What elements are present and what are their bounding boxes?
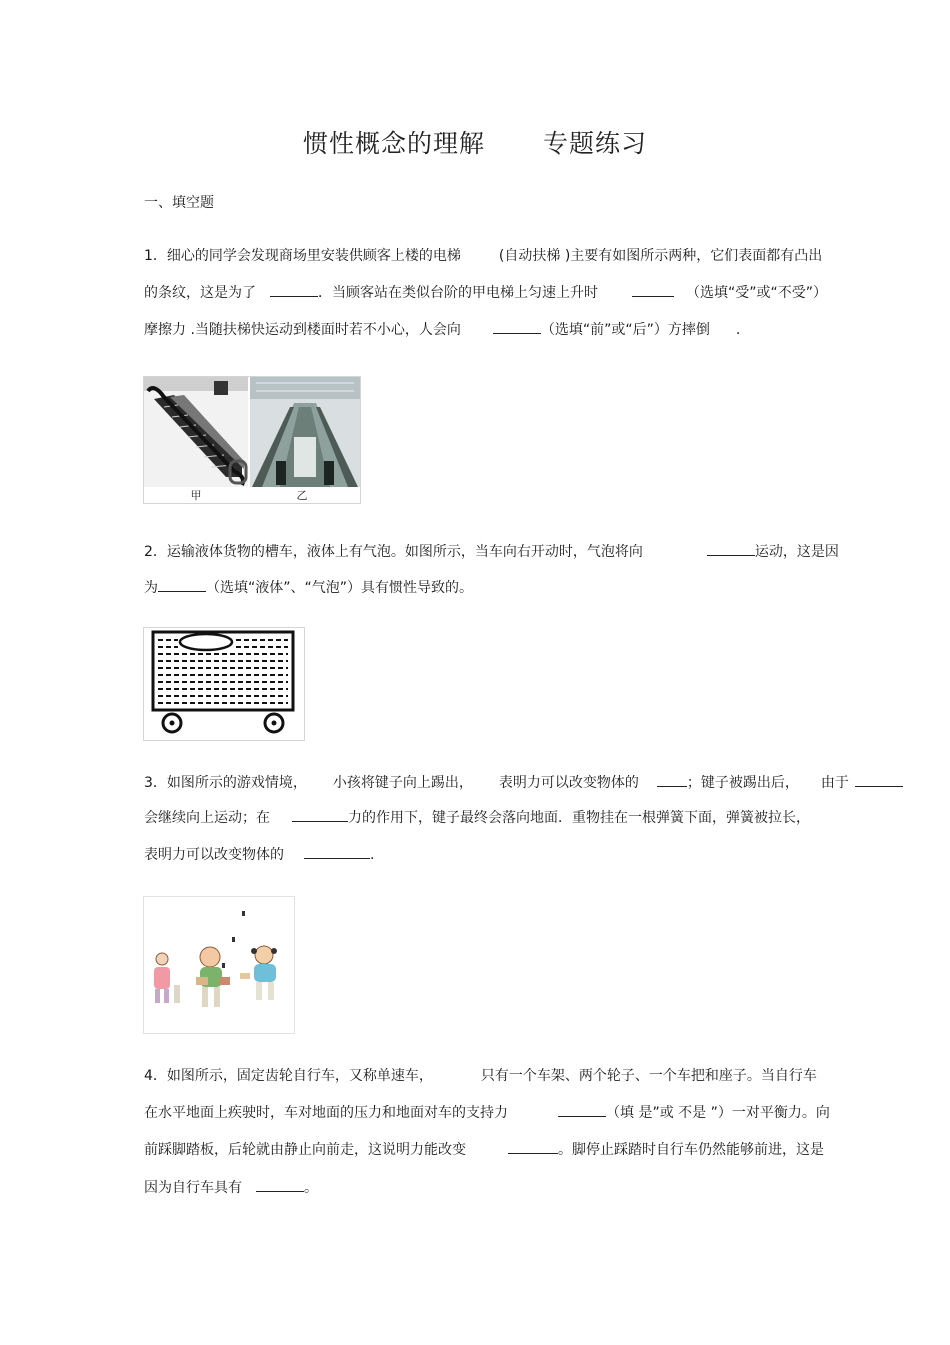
- escalator-figure: [143, 376, 361, 504]
- answer-blank[interactable]: [493, 320, 541, 334]
- q2-text: 运动，这是因: [754, 544, 839, 560]
- answer-blank[interactable]: [304, 845, 370, 859]
- answer-blank[interactable]: [558, 1103, 606, 1117]
- tanker-figure: [143, 627, 305, 741]
- q3-text: 由于: [820, 775, 849, 791]
- q1-text: (自动扶梯 )主要有如图所示两种，它们表面都有凸出: [498, 248, 823, 264]
- q3-text: 力的作用下，键子最终会落向地面．重物挂在一根弹簧下面，弹簧被拉长，: [348, 810, 810, 826]
- answer-blank[interactable]: [632, 283, 674, 297]
- q4-line-4: [144, 1178, 318, 1197]
- q3-line-1: [144, 773, 903, 792]
- q1-text: （选填“受”或“不受”）: [686, 285, 828, 301]
- q2-line-2: [144, 578, 473, 597]
- q4-line-2: [144, 1103, 830, 1122]
- q3-text: .: [370, 847, 375, 863]
- q4-text: 。: [304, 1180, 318, 1196]
- answer-blank[interactable]: [256, 1178, 304, 1192]
- q1-text: ．当顾客站在类似台阶的甲电梯上匀速上升时: [318, 285, 598, 301]
- q1-text: （选填“前”或“后”）方摔倒: [540, 322, 710, 338]
- q1-text: 摩擦力 .当随扶梯快运动到楼面时若不小心，人会向: [144, 322, 461, 338]
- q4-line-1: [144, 1067, 817, 1085]
- title-part-2: 专题练习: [543, 129, 648, 158]
- q4-text: （填 是”或 不是 ”）一对平衡力。向: [606, 1105, 830, 1121]
- q3-text: 会继续向上运动；在: [144, 810, 270, 826]
- label-yi: 乙: [296, 489, 308, 502]
- q4-line-3: [144, 1140, 824, 1159]
- answer-blank[interactable]: [292, 808, 348, 822]
- q3-line-3: [144, 845, 374, 864]
- q1-line-2: [144, 283, 827, 302]
- answer-blank[interactable]: [508, 1140, 558, 1154]
- q4-text: 只有一个车架、两个轮子、一个车把和座子。当自行车: [480, 1068, 817, 1084]
- shuttlecock-figure: [143, 896, 295, 1034]
- q4-text: 。脚停止踩踏时自行车仍然能够前进，这是: [558, 1142, 824, 1158]
- answer-blank[interactable]: [855, 773, 903, 787]
- q1-line-1: [144, 247, 822, 265]
- answer-blank[interactable]: [158, 578, 206, 592]
- q2-text: （选填“液体”、“气泡”）具有惯性导致的。: [206, 580, 474, 596]
- label-jia: 甲: [190, 489, 202, 502]
- answer-blank[interactable]: [707, 542, 755, 556]
- page-title: [0, 124, 950, 160]
- tanker-illustration: [144, 628, 304, 740]
- title-part-1: 惯性概念的理解: [302, 129, 485, 158]
- q3-text: 表明力可以改变物体的: [498, 775, 639, 791]
- q3-text: 小孩将键子向上踢出，: [332, 775, 473, 791]
- escalator-illustration: [144, 377, 360, 503]
- answer-blank[interactable]: [270, 283, 318, 297]
- q4-text: 在水平地面上疾驶时，车对地面的压力和地面对车的支持力: [144, 1105, 508, 1121]
- section-heading: 一、填空题: [144, 195, 214, 211]
- q4-text: 4．如图所示，固定齿轮自行车，又称单速车，: [144, 1068, 433, 1084]
- q2-text: 2．运输液体货物的槽车，液体上有气泡。如图所示，当车向右开动时，气泡将向: [144, 544, 643, 560]
- q3-line-2: [144, 808, 810, 827]
- answer-blank[interactable]: [657, 773, 687, 787]
- shuttlecock-illustration: [144, 897, 294, 1033]
- q3-text: 表明力可以改变物体的: [144, 847, 284, 863]
- q3-text: ；键子被踢出后，: [686, 775, 799, 791]
- q1-text: .: [735, 322, 741, 338]
- q1-text: 1．细心的同学会发现商场里安装供顾客上楼的电梯: [144, 248, 461, 264]
- q2-line-1: [144, 542, 839, 561]
- q1-line-3: [144, 320, 740, 339]
- q1-text: 的条纹，这是为了: [144, 285, 256, 301]
- q2-text: 为: [144, 580, 158, 596]
- q4-text: 因为自行车具有: [144, 1180, 242, 1196]
- q3-text: 3．如图所示的游戏情境，: [144, 775, 307, 791]
- q4-text: 前踩脚踏板，后轮就由静止向前走，这说明力能改变: [144, 1142, 466, 1158]
